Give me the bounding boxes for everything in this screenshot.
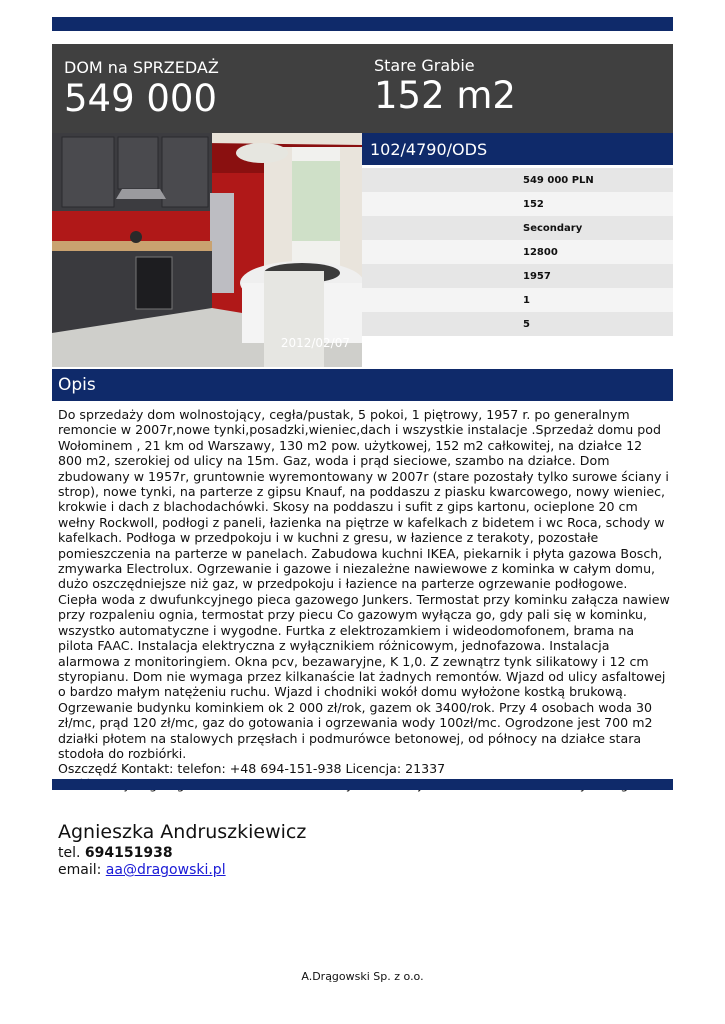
agent-phone: 694151938 — [84, 845, 173, 861]
photo-date-watermark: 2012/02/07 — [280, 336, 350, 350]
description-body — [58, 407, 670, 792]
offer-reference-bar — [362, 133, 673, 165]
detail-row-rooms: 5 — [362, 312, 673, 336]
footer-company: A.Drągowski Sp. z o.o. — [301, 970, 424, 983]
description-contact-line: Oszczędź Kontakt: telefon: +48 694-151-938 Licencja: 21337 — [58, 761, 446, 777]
property-type-label: DOM na SPRZEDAŻ — [64, 58, 219, 77]
agent-email-link[interactable]: aa@dragowski.pl — [105, 862, 226, 878]
description-heading-bar — [52, 369, 673, 401]
area-value: 152 m2 — [374, 74, 516, 117]
location-label: Stare Grabie — [374, 56, 475, 75]
detail-row-floors: 1 — [362, 288, 673, 312]
detail-row-area: 152 — [362, 192, 673, 216]
detail-row-price: 549 000 PLN — [362, 168, 673, 192]
description-text: Do sprzedaży dom wolnostojący, cegła/pustak, 5 pokoi, 1 piętrowy, 1957 r. po generalnym remoncie w 2007r,nowe tynki,posadzki,wieniec,dach i wszystkie instalacje .Sprzedaż domu pod Wołominem , 21 km od Warszawy, 130 m2 pow. użytkowej, 152 m2 całkowitej, na działce 12 800 m2, szerokiej od ulicy na 15m. Gaz, woda i prąd sieciowe, szambo na działce. Dom zbudowany w 1957r, gruntownie wyremontowany w 2007r (stare pozostały tylko surowe ściany i strop), nowe tynki, na parterze z gipsu Knauf, na poddaszu z piasku kwarcowego, nowy wieniec, krokwie i dach z blachodachówki. Skosy na poddaszu i sufit z gips kartonu, ocieplone 20 cm wełny Rockwoll, podłogi z paneli, łazienka na piętrze w kafelkach z bidetem i wc Roca, schody w kafelkach. Podłoga w przedpokoju i w kuchni z gresu, w łazience z terakoty, pozostałe pomieszczenia na parterze w panelach. Zabudowa kuchni IKEA, piekarnik i płyta gazowa Bosch, zmywarka Electrolux. Ogrzewanie i gazowe i niezależne nawiewowe z kominka w całym domu, dużo oszczędniejsze niż gaz, w przedpokoju i łazience na parterze ogrzewanie podłogowe. Ciepła woda z dwufunkcyjnego pieca gazowego Junkers. Termostat przy kominku załącza nawiew przy rozpaleniu ognia, termostat przy piecu Co gazowym wyłącza go, gdy pali się w kominku, wszystko automatyczne i wygodne. Furtka z elektrozamkiem i wideodomofonem, brama na pilota FAAC. Instalacja elektryczna z wyłącznikiem różnicowym, jednofazowa. Instalacja alarmowa z monitoringiem. Okna pcv, bezawaryjne, K 1,0. Z zewnątrz tynk silikatowy i 12 cm styropianu. Dom nie wymaga przez kilkanaście lat żadnych remontów. Wjazd od ulicy asfaltowej o bardzo małym natężeniu ruchu. Wjazd i chodniki wokół domu wyłożone kostką brukową. Ogrzewanie budynku kominkiem ok 2 000 zł/rok, gazem ok 3400/rok. Przy 4 osobach woda 30 zł/mc, prąd 120 zł/mc, gaz do gotowania i ogrzewania wody 100zł/mc. Ogrodzone jest 700 m2 działki płotem na stalowych przęsłach i podmurówce betonowej, od północy na działce stara stodoła do rozbiórki. — [58, 407, 670, 761]
top-accent-bar — [52, 17, 673, 31]
description-heading: Opis — [58, 375, 96, 395]
bottom-accent-bar — [52, 779, 673, 790]
agent-phone-line — [58, 845, 173, 861]
property-photo — [52, 133, 362, 367]
agent-email-line — [58, 862, 226, 878]
detail-row-plot-area: 12800 — [362, 240, 673, 264]
offer-reference: 102/4790/ODS — [370, 140, 488, 159]
agent-email-label: email: — [58, 862, 102, 878]
detail-row-year-built: 1957 — [362, 264, 673, 288]
detail-row-market: Secondary — [362, 216, 673, 240]
price-value: 549 000 — [64, 77, 218, 120]
listing-header — [52, 44, 673, 133]
agent-name: Agnieszka Andruszkiewicz — [58, 821, 307, 843]
agent-phone-label: tel. — [58, 845, 81, 861]
